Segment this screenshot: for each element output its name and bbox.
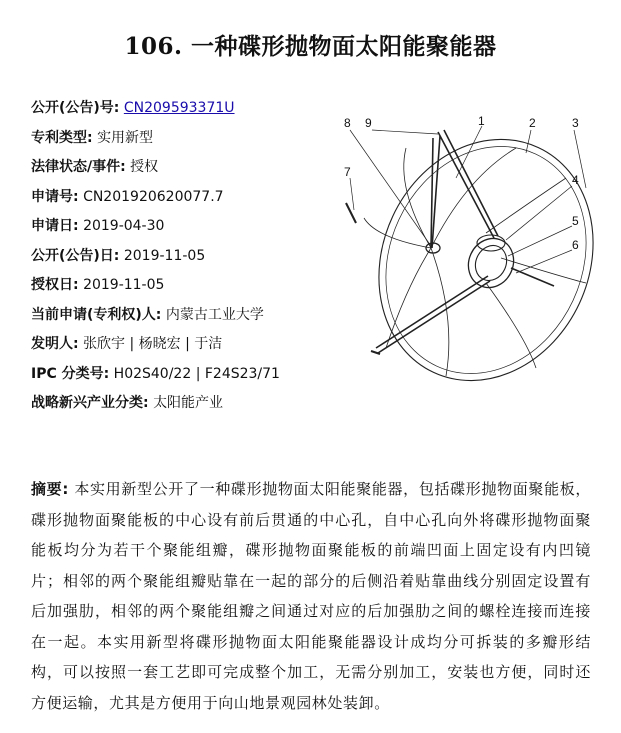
field-label: 专利类型:: [31, 129, 93, 146]
page-title: 106. 一种碟形抛物面太阳能聚能器: [124, 33, 497, 60]
callout-9: 9: [365, 116, 372, 130]
abstract-text: 本实用新型公开了一种碟形抛物面太阳能聚能器，包括碟形抛物面聚能板，碟形抛物面聚能板的中心设有前后贯通的中心孔，自中心孔向外将碟形抛物面聚能板均分为若干个聚能组瓣，碟形抛物面聚能板的前端凹面上固定设有内凹镜片；相邻的两个聚能组瓣贴靠在一起的部分的后侧沿着贴靠曲线分别固定设置有后加强肋，相邻的两个聚能组瓣之间通过对应的后加强肋之间的螺栓连接而连接在一起。本实用新型将碟形抛物面太阳能聚能器设计成均分可拆装的多瓣形结构，可以按照一套工艺即可完成整个加工，无需分别加工，安装也方便，同时还方便运输，尤其是方便用于向山地景观园林处装卸。: [31, 480, 591, 712]
field-inventors: [31, 330, 331, 360]
field-pub-date: [31, 242, 331, 272]
field-grant-date: [31, 271, 331, 301]
field-label: 发明人:: [31, 336, 79, 352]
field-value: 实用新型: [97, 129, 154, 146]
field-label: IPC 分类号:: [31, 365, 110, 382]
callout-5: 5: [572, 214, 579, 228]
callout-8: 8: [344, 116, 351, 130]
patent-fields: [31, 94, 331, 419]
collector-ring: [470, 240, 512, 285]
mount-bracket: [371, 351, 380, 354]
field-app-no: [31, 183, 331, 213]
field-pub-no: [31, 94, 331, 124]
field-value: 内蒙古工业大学: [165, 306, 264, 323]
field-value: 2019-11-05: [123, 247, 206, 264]
callout-2: 2: [529, 116, 536, 130]
callout-4: 4: [572, 173, 579, 187]
field-applicant: [31, 301, 331, 331]
field-value: 授权: [130, 159, 159, 175]
center-hole: [460, 231, 521, 295]
field-industry: [31, 389, 331, 419]
collector-top: [477, 235, 505, 251]
field-legal-status: [31, 153, 331, 183]
field-value: CN201920620077.7: [83, 188, 224, 205]
callout-7: 7: [344, 165, 351, 179]
abstract-label: 摘要:: [31, 480, 69, 498]
callout-3: 3: [572, 116, 579, 130]
field-label: 申请日:: [31, 218, 79, 234]
callout-6: 6: [572, 238, 579, 252]
field-app-date: [31, 212, 331, 242]
field-value: H02S40/22 | F24S23/71: [113, 365, 280, 382]
abstract: [31, 474, 591, 718]
pub-no-link[interactable]: CN209593371U: [123, 100, 235, 116]
field-value: 张欣宇 | 杨晓宏 | 于洁: [83, 336, 223, 352]
field-label: 申请号:: [31, 188, 79, 205]
mount-bracket: [346, 203, 356, 223]
field-ipc: [31, 360, 331, 390]
field-label: 公开(公告)日:: [31, 247, 120, 264]
field-label: 当前申请(专利权)人:: [31, 306, 162, 323]
leader-lines: [350, 126, 586, 273]
dish-rim: [340, 108, 598, 394]
field-value: 2019-04-30: [83, 218, 165, 234]
patent-drawing: [336, 108, 598, 394]
field-value: 太阳能产业: [153, 395, 224, 411]
field-label: 公开(公告)号:: [31, 100, 120, 116]
dish-rim-inner: [350, 113, 598, 394]
field-label: 法律状态/事件:: [31, 159, 126, 175]
field-value: 2019-11-05: [83, 277, 165, 293]
field-label: 战略新兴产业分类:: [31, 395, 149, 411]
callout-1: 1: [478, 114, 485, 128]
field-label: 授权日:: [31, 277, 79, 293]
field-patent-type: [31, 124, 331, 154]
